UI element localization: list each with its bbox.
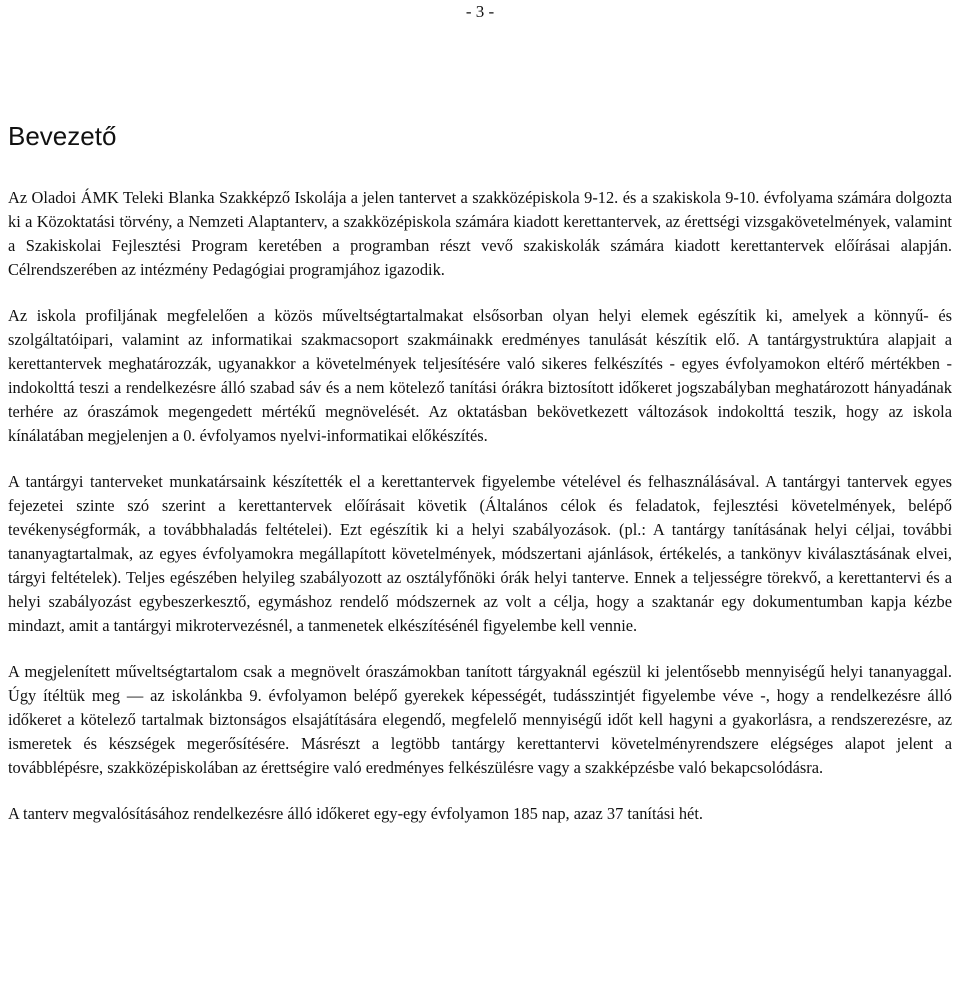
paragraph-profile: Az iskola profiljának megfelelően a közös műveltségtartalmakat elsősorban olyan helyi elemek egészítik ki, amelyek a könnyű- és szolgáltatóipari, valamint az informatikai szakmacsoport szakmáinakk eredményes tanulását készítik elő. A tantárgystruktúra alapjait a kerettantervek meghatározzák, ugyanakkor a követelmények teljesítésére való sikeres felkészítés - egyes évfolyamokon eltérő mértékben - indokolttá teszi a rendelkezésre álló szabad sáv és a nem kötelező tanítási órákra biztosított időkeret jogszabályban meghatározott hányadának terhére az óraszámok megengedett mértékű megnövelését. Az oktatásban bekövetkezett változások indokolttá teszik, hogy az iskola kínálatában megjelenjen a 0. évfolyamos nyelvi-informatikai előkészítés. — [8, 306, 952, 445]
body-text — [8, 186, 952, 848]
section-heading: Bevezető — [8, 121, 117, 151]
paragraph-timeframe: A tanterv megvalósításához rendelkezésre álló időkeret egy-egy évfolyamon 185 nap, azaz 37 tanítási hét. — [8, 804, 703, 823]
paragraph-intro: Az Oladoi ÁMK Teleki Blanka Szakképző Iskolája a jelen tantervet a szakközépiskola 9-12. és a szakiskola 9-10. évfolyama számára dolgozta ki a Közoktatási törvény, a Nemzeti Alaptanterv, a szakközépiskola számára kiadott kerettantervek, az érettségi vizsgakövetelmények, valamint a Szakiskolai Fejlesztési Program keretében a programban részt vevő szakiskolák számára kiadott kerettantervek előírásai alapján. Célrendszerében az intézmény Pedagógiai programjához igazodik. — [8, 188, 952, 279]
paragraph-content: A megjelenített műveltségtartalom csak a megnövelt óraszámokban tanított tárgyaknál egészül ki jelentősebb mennyiségű helyi tananyaggal. Úgy ítéltük meg — az iskolánkba 9. évfolyamon belépő gyerekek képességét, tudásszintjét figyelembe véve -, hogy a rendelkezésre álló időkeret a kötelező tartalmak biztonságos elsajátítására elegendő, megfelelő mennyiségű időt kell hagyni a gyakorlásra, a rendszerezésre, az ismeretek és készségek megerősítésére. Másrészt a legtöbb tantárgy kerettantervi követelményrendszere elégséges alapot jelent a továbblépésre, szakközépiskolában az érettségire való eredményes felkészülésre vagy a szakképzésbe való bekapcsolódásra. — [8, 662, 952, 777]
page-number: - 3 - — [465, 2, 495, 21]
paragraph-subject-curricula: A tantárgyi tanterveket munkatársaink készítették el a kerettantervek figyelembe vételével és felhasználásával. A tantárgyi tantervek egyes fejezetei szinte szó szerint a kerettantervek előírásait követik (Általános célok és feladatok, fejlesztési követelmények, belépő tevékenységformák, a továbbhaladás feltételei). Ezt egészítik ki a helyi szabályozások. (pl.: A tantárgy tanításának helyi céljai, további tananyagtartalmak, az egyes évfolyamokra megállapított követelmények, módszertani ajánlások, értékelés, a tankönyv kiválasztásának elvei, tárgyi feltételek). Teljes egészében helyileg szabályozott az osztályfőnöki órák helyi tanterve. Ennek a teljességre törekvő, a kerettantervi és a helyi szabályozást egybeszerkesztő, egymáshoz rendelő módszernek az volt a célja, hogy a szaktanár egy dokumentumban kapja kézbe mindazt, amit a tantárgyi mikrotervezésnél, a tanmenetek elkészítésénél figyelembe kell vennie. — [8, 472, 952, 635]
